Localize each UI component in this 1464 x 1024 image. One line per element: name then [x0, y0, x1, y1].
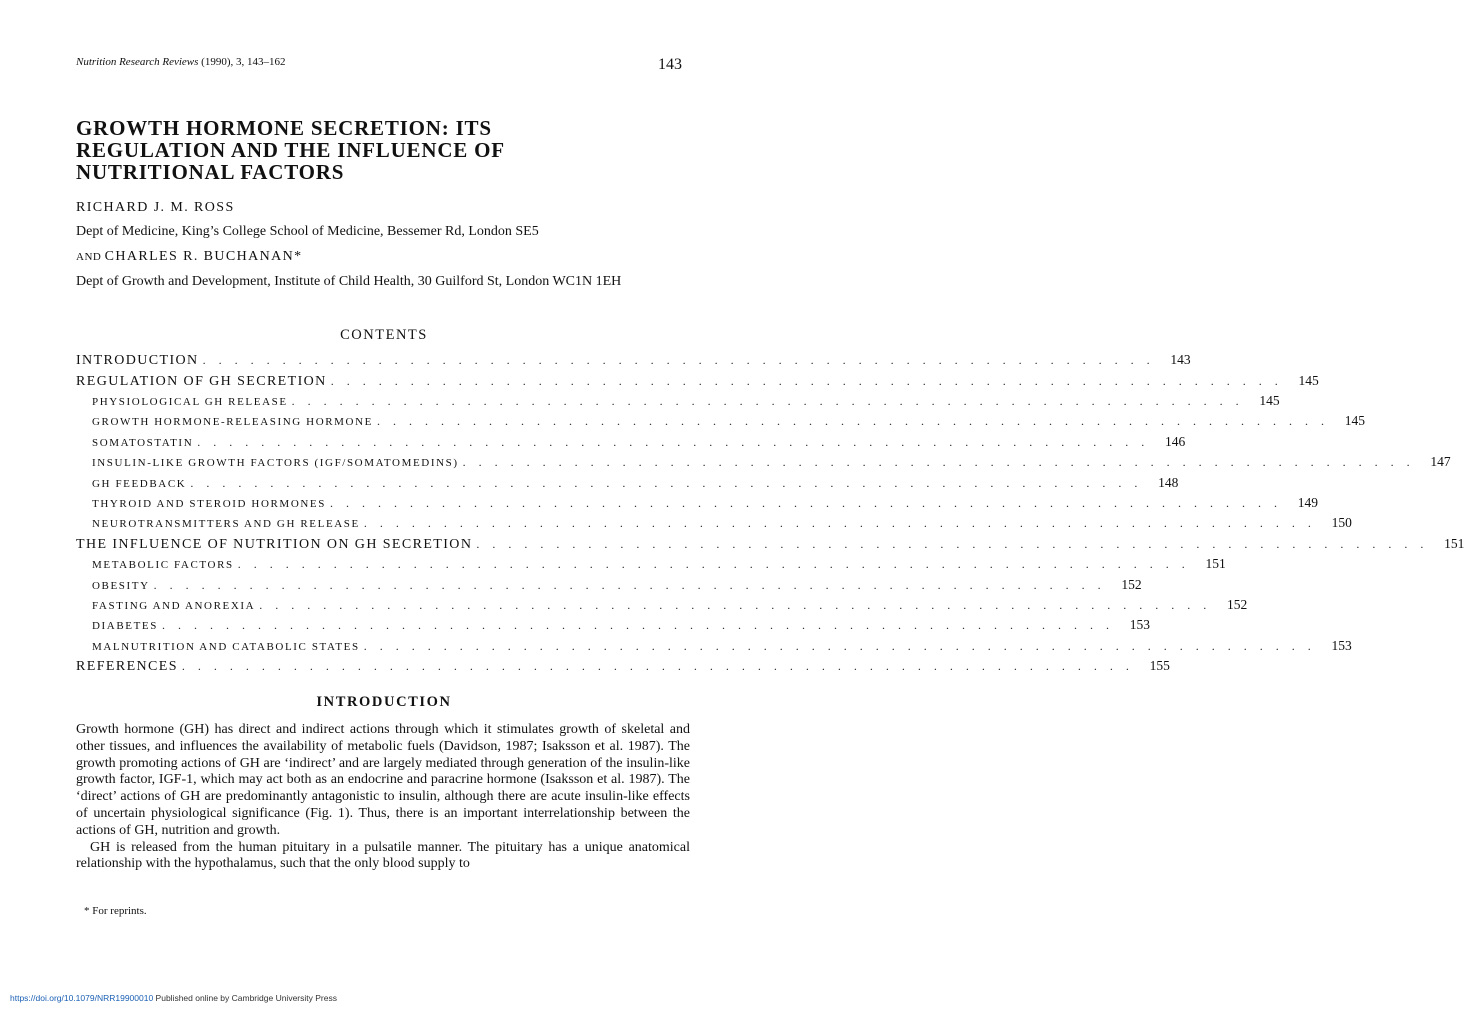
toc-entry-label: SOMATOSTATIN	[92, 436, 194, 449]
toc-entry[interactable]	[76, 513, 1352, 533]
table-of-contents	[76, 350, 1464, 677]
toc-entry-page: 145	[1298, 372, 1319, 388]
footnote: * For reprints.	[84, 905, 147, 917]
paragraph: GH is released from the human pituitary in a pulsatile manner. The pituitary has a unique anatomical relationship with the hypothalamus, such that the only blood supply to	[76, 839, 690, 872]
toc-entry-label: NEUROTRANSMITTERS AND GH RELEASE	[92, 518, 360, 531]
title-line: NUTRITIONAL FACTORS	[76, 160, 345, 184]
author-line	[76, 249, 303, 265]
paragraph: Growth hormone (GH) has direct and indirect actions through which it stimulates growth of skeletal and other tissues, and influences the availability of metabolic fuels (Davidson, 1987; Isaksson et al. 1987). The growth promoting actions of GH are ‘indirect’ and are largely mediated through generation of the insulin-like growth factor, IGF-1, which may act both as an endocrine and paracrine hormone (Isaksson et al. 1987). The ‘direct’ actions of GH are predominantly antagonistic to insulin, although there are acute insulin-like effects of uncertain physiological significance (Fig. 1). Thus, there is an important interrelationship between the actions of GH, nutrition and growth.	[76, 722, 690, 838]
toc-entry-label: REFERENCES	[76, 659, 178, 675]
toc-entry-label: OBESITY	[92, 579, 150, 592]
title-line: GROWTH HORMONE SECRETION: ITS	[76, 116, 492, 140]
toc-leader-dots: ............................................................	[330, 373, 1291, 388]
toc-leader-dots: ............................................................	[202, 353, 1163, 367]
toc-entry-label: INTRODUCTION	[76, 353, 199, 368]
toc-leader-dots: ............................................................	[259, 598, 1220, 613]
toc-entry[interactable]	[76, 554, 1226, 574]
toc-leader-dots: ............................................................	[363, 638, 1324, 653]
toc-entry-page: 151	[1444, 535, 1464, 551]
doi-line	[10, 993, 337, 1003]
toc-entry-label: GROWTH HORMONE-RELEASING HORMONE	[92, 416, 373, 429]
toc-leader-dots: ............................................................	[329, 495, 1290, 510]
toc-entry-page: 147	[1430, 454, 1451, 470]
author-name: RICHARD J. M. ROSS	[76, 200, 235, 215]
toc-entry[interactable]	[76, 411, 1365, 431]
introduction-body	[76, 722, 690, 873]
toc-entry-label: DIABETES	[92, 620, 158, 633]
contents-heading: CONTENTS	[340, 327, 428, 343]
toc-entry-page: 145	[1259, 393, 1280, 408]
title-line: REGULATION AND THE INFLUENCE OF	[76, 138, 505, 162]
toc-entry[interactable]	[76, 656, 1170, 677]
toc-entry-label: REGULATION OF GH SECRETION	[76, 373, 327, 389]
article-title	[76, 117, 716, 183]
doi-link[interactable]: https://doi.org/10.1079/NRR19900010	[10, 993, 154, 1003]
toc-entry[interactable]	[76, 615, 1150, 635]
toc-entry-label: GH FEEDBACK	[92, 477, 187, 490]
toc-leader-dots: ............................................................	[153, 577, 1114, 592]
toc-entry-page: 155	[1149, 658, 1170, 674]
toc-entry-page: 152	[1226, 597, 1248, 613]
toc-entry-label: METABOLIC FACTORS	[92, 559, 234, 572]
toc-leader-dots: ............................................................	[197, 434, 1158, 449]
toc-entry[interactable]	[76, 391, 1280, 411]
toc-leader-dots: ............................................................	[161, 618, 1122, 633]
toc-entry-label: MALNUTRITION AND CATABOLIC STATES	[92, 640, 360, 653]
toc-entry-page: 146	[1165, 433, 1186, 449]
toc-entry[interactable]	[76, 350, 1191, 371]
toc-leader-dots: ............................................................	[237, 557, 1198, 572]
toc-leader-dots: ............................................................	[376, 414, 1337, 429]
toc-entry-page: 143	[1170, 352, 1191, 367]
toc-entry-label: PHYSIOLOGICAL GH RELEASE	[92, 396, 288, 408]
journal-name: Nutrition Research Reviews	[76, 56, 199, 68]
toc-entry-label: THYROID AND STEROID HORMONES	[92, 497, 326, 510]
toc-leader-dots: ............................................................	[291, 394, 1252, 408]
toc-entry[interactable]	[76, 371, 1319, 392]
toc-entry-label: FASTING AND ANOREXIA	[92, 600, 256, 613]
author-name: CHARLES R. BUCHANAN*	[104, 249, 303, 264]
toc-entry-page: 148	[1158, 474, 1179, 490]
toc-entry[interactable]	[76, 493, 1318, 513]
toc-entry-label: INSULIN-LIKE GROWTH FACTORS (IGF/SOMATOMEDINS)	[92, 457, 459, 470]
toc-leader-dots: ............................................................	[181, 659, 1142, 674]
toc-entry[interactable]	[76, 595, 1248, 615]
section-heading: INTRODUCTION	[316, 694, 452, 710]
toc-entry-label: THE INFLUENCE OF NUTRITION ON GH SECRETION	[76, 536, 473, 552]
author-affiliation: Dept of Medicine, King’s College School of Medicine, Bessemer Rd, London SE5	[76, 224, 539, 239]
toc-entry-page: 151	[1205, 556, 1226, 572]
journal-citation	[76, 56, 285, 68]
toc-leader-dots: ............................................................	[462, 455, 1423, 470]
author-affiliation: Dept of Growth and Development, Institute of Child Health, 30 Guilford St, London WC1N 1EH	[76, 274, 622, 289]
journal-volume-pages: (1990), 3, 143–162	[198, 56, 286, 68]
toc-leader-dots: ............................................................	[190, 475, 1151, 490]
toc-entry[interactable]	[76, 636, 1352, 656]
doi-text: Published online by Cambridge University Press	[153, 993, 337, 1003]
toc-entry[interactable]	[76, 575, 1142, 595]
toc-entry[interactable]	[76, 452, 1451, 472]
toc-entry-page: 149	[1297, 494, 1318, 510]
toc-entry[interactable]	[76, 473, 1179, 493]
toc-entry-page: 153	[1129, 617, 1150, 633]
toc-entry[interactable]	[76, 432, 1186, 452]
toc-leader-dots: ............................................................	[363, 516, 1324, 531]
toc-entry-page: 153	[1331, 637, 1352, 653]
toc-leader-dots: ............................................................	[476, 536, 1437, 551]
page-number: 143	[658, 56, 682, 73]
toc-entry-page: 150	[1331, 515, 1352, 531]
toc-entry[interactable]	[76, 534, 1464, 555]
toc-entry-page: 145	[1344, 413, 1365, 429]
author-prefix: AND	[76, 251, 105, 263]
toc-entry-page: 152	[1121, 576, 1142, 592]
